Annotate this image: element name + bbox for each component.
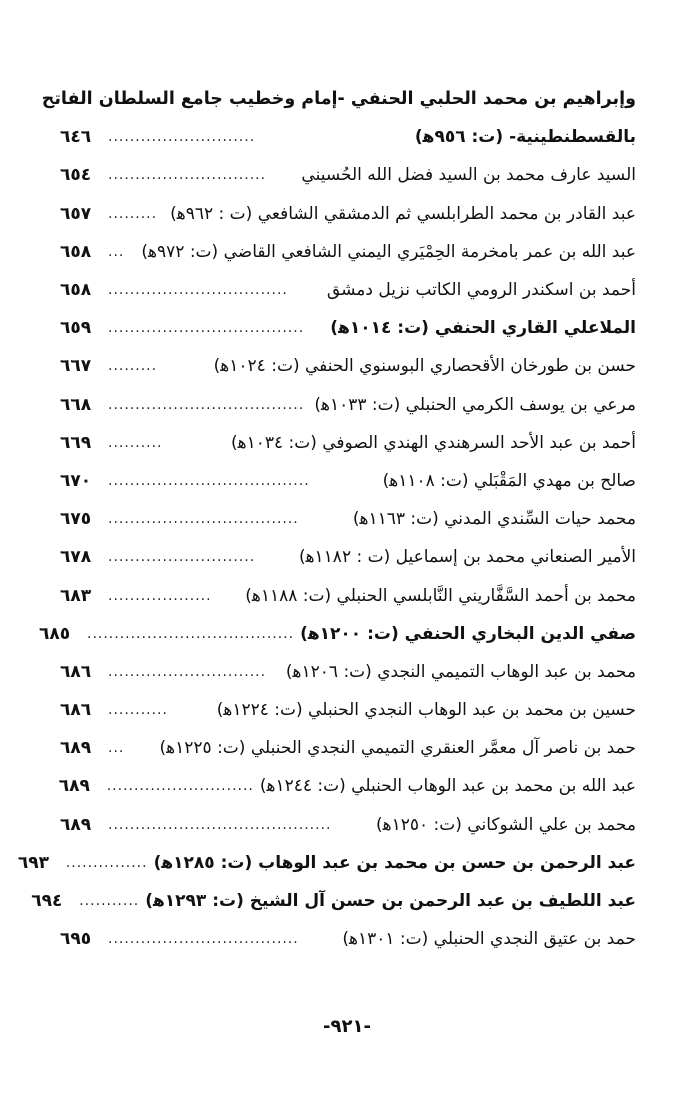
toc-entry xyxy=(60,729,636,767)
toc-entry xyxy=(17,844,636,882)
toc-page-number: ٦٨٣ xyxy=(60,585,92,606)
toc-entry xyxy=(60,462,636,500)
toc-leader-dots: ........... xyxy=(108,702,168,719)
toc-page-number: ٦٥٩ xyxy=(60,318,92,339)
toc-entry-title: عبد اللطيف بن عبد الرحمن بن حسن آل الشيخ (ت: ١٢٩٣ﻫ) xyxy=(145,891,636,912)
toc-page-number: ٦٥٧ xyxy=(60,203,92,224)
toc-leader-dots: ............................. xyxy=(108,663,267,680)
toc-entry xyxy=(60,500,636,538)
toc-page-number: ٦٦٧ xyxy=(60,356,92,377)
toc-leader-dots: ............... xyxy=(65,854,148,871)
toc-entry-title: أحمد بن اسكندر الرومي الكاتب نزيل دمشق xyxy=(326,280,636,301)
toc-leader-dots: .......... xyxy=(108,434,163,451)
toc-page-number: ٦٩٤ xyxy=(31,891,63,912)
toc-entry-title: عبد الرحمن بن حسن بن محمد بن عبد الوهاب (ت: ١٢٨٥ﻫ) xyxy=(153,852,636,873)
toc-entry xyxy=(60,653,636,691)
toc-leader-dots: ... xyxy=(108,740,125,757)
toc-leader-dots: ......... xyxy=(108,358,158,375)
toc-page-number: ٦٨٩ xyxy=(60,814,92,835)
toc-leader-dots: ...................................... xyxy=(87,625,295,642)
toc-leader-dots: ........................... xyxy=(108,129,256,146)
toc-entry-title: حسين بن محمد بن عبد الوهاب النجدي الحنبلي (ت: ١٢٢٤ﻫ) xyxy=(216,700,636,721)
toc-entry-title: حسن بن طورخان الأقحصاري البوسنوي الحنفي (ت: ١٠٢٤ﻫ) xyxy=(213,356,636,377)
toc-leader-dots: ............................. xyxy=(108,167,267,184)
toc-leader-dots: ................................... xyxy=(108,511,299,528)
toc-entry-title: عبد القادر بن محمد الطرابلسي ثم الدمشقي الشافعي (ت : ٩٦٢ﻫ) xyxy=(170,203,636,224)
toc-page-number: ٦٩٥ xyxy=(60,929,92,950)
toc-continuation-line xyxy=(41,80,636,118)
toc-entry-title: محمد بن أحمد السَّفَّاريني النَّابلسي الحنبلي (ت: ١١٨٨ﻫ) xyxy=(245,585,636,606)
toc-leader-dots: ......... xyxy=(108,205,158,222)
toc-entry-title: الأمير الصنعاني محمد بن إسماعيل (ت : ١١٨٢ﻫ) xyxy=(298,547,636,568)
toc-entry xyxy=(60,691,636,729)
toc-entry xyxy=(60,233,636,271)
toc-entry-title: صالح بن مهدي المَقْبَلي (ت: ١١٠٨ﻫ) xyxy=(382,470,636,491)
toc-leader-dots: ........... xyxy=(79,893,140,910)
toc-entry xyxy=(60,806,636,844)
toc-entry xyxy=(60,347,636,385)
toc-entry-title: محمد بن عبد الوهاب التميمي النجدي (ت: ١٢٠٦ﻫ) xyxy=(285,661,636,682)
toc-entry xyxy=(60,538,636,576)
toc-entry xyxy=(60,195,636,233)
toc-leader-dots: ................................... xyxy=(108,931,299,948)
toc-page-number: ٦٧٥ xyxy=(60,509,92,530)
toc-entry-title: حمد بن ناصر آل معمَّر العنقري التميمي النجدي الحنبلي (ت: ١٢٢٥ﻫ) xyxy=(159,738,636,759)
toc-entry xyxy=(60,424,636,462)
page-number: -٩٢١- xyxy=(323,1016,371,1037)
toc-entry-title: حمد بن عتيق النجدي الحنبلي (ت: ١٣٠١ﻫ) xyxy=(342,929,636,950)
toc-entry-title: السيد عارف محمد بن السيد فضل الله الحُسيني xyxy=(301,165,636,186)
toc-page-number: ٦٥٨ xyxy=(60,280,92,301)
toc-leader-dots: .................................... xyxy=(108,396,305,413)
toc-leader-dots: .................................... xyxy=(108,320,305,337)
toc-entry-title: وإبراهيم بن محمد الحلبي الحنفي -إمام وخطيب جامع السلطان الفاتح xyxy=(41,89,636,110)
toc-page-number: ٦٥٨ xyxy=(60,241,92,262)
toc-page-number: ٦٨٩ xyxy=(58,776,90,797)
toc-leader-dots: ... xyxy=(108,243,125,260)
toc-page-number: ٦٤٦ xyxy=(60,127,92,148)
toc-entries xyxy=(17,118,636,958)
toc-page-number: ٦٩٣ xyxy=(17,852,49,873)
toc-leader-dots: ......................................... xyxy=(108,816,332,833)
toc-entry xyxy=(60,767,636,805)
toc-leader-dots: ........................... xyxy=(108,549,256,566)
toc-entry-title: محمد بن علي الشوكاني (ت: ١٢٥٠ﻫ) xyxy=(376,814,636,835)
toc-leader-dots: ................................. xyxy=(108,282,288,299)
toc-entry xyxy=(39,615,636,653)
toc-entry-title: بالقسطنطينية- (ت: ٩٥٦ﻫ) xyxy=(414,127,636,148)
toc-entry xyxy=(60,386,636,424)
toc-leader-dots: ..................................... xyxy=(108,472,310,489)
toc-entry-title: مرعي بن يوسف الكرمي الحنبلي (ت: ١٠٣٣ﻫ) xyxy=(314,394,636,415)
table-of-contents xyxy=(17,80,636,958)
toc-entry-title: محمد حيات السِّندي المدني (ت: ١١٦٣ﻫ) xyxy=(352,509,636,530)
toc-entry xyxy=(60,118,636,156)
toc-page-number: ٦٦٩ xyxy=(60,432,92,453)
toc-leader-dots: ........................... xyxy=(106,778,254,795)
toc-page-number: ٦٨٩ xyxy=(60,738,92,759)
toc-entry-title: صفي الدين البخاري الحنفي (ت: ١٢٠٠ﻫ) xyxy=(300,623,636,644)
toc-page-number: ٦٨٦ xyxy=(60,700,92,721)
toc-page-number: ٦٧٠ xyxy=(60,470,92,491)
toc-page-number: ٦٨٥ xyxy=(39,623,71,644)
toc-entry xyxy=(60,271,636,309)
toc-entry-title: أحمد بن عبد الأحد السرهندي الهندي الصوفي (ت: ١٠٣٤ﻫ) xyxy=(230,432,636,453)
toc-entry-title: عبد الله بن عمر بامخرمة الحِمْيَري اليمني الشافعي القاضي (ت: ٩٧٢ﻫ) xyxy=(141,241,636,262)
toc-entry xyxy=(31,882,636,920)
toc-entry xyxy=(60,156,636,194)
toc-entry xyxy=(60,920,636,958)
toc-entry-title: الملاعلي القاري الحنفي (ت: ١٠١٤ﻫ) xyxy=(330,318,636,339)
toc-page-number: ٦٥٤ xyxy=(60,165,92,186)
toc-page-number: ٦٦٨ xyxy=(60,394,92,415)
toc-page-number: ٦٧٨ xyxy=(60,547,92,568)
toc-leader-dots: ................... xyxy=(108,587,212,604)
toc-entry xyxy=(60,309,636,347)
toc-entry xyxy=(60,576,636,614)
toc-entry-title: عبد الله بن محمد بن عبد الوهاب الحنبلي (ت: ١٢٤٤ﻫ) xyxy=(259,776,636,797)
toc-page-number: ٦٨٦ xyxy=(60,661,92,682)
